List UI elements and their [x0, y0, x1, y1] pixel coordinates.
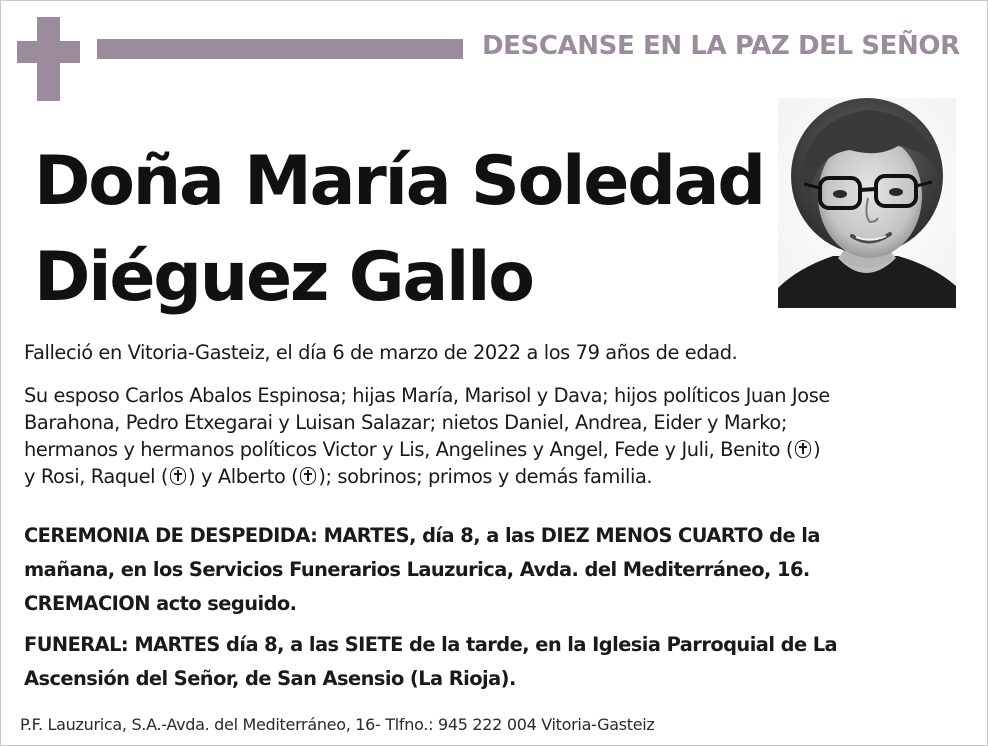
deceased-name-line2: Diéguez Gallo	[34, 238, 533, 317]
cross-horizontal-bar	[17, 41, 80, 63]
family-line	[24, 436, 964, 463]
funeral-line: Ascensión del Señor, de San Asensio (La Rioja).	[24, 667, 516, 690]
family-line: Su esposo Carlos Abalos Espinosa; hijas María, Marisol y Dava; hijos políticos Juan Jose	[24, 384, 830, 407]
header-title: DESCANSE EN LA PAZ DEL SEÑOR	[482, 31, 960, 61]
header-rule	[97, 39, 463, 59]
circled-cross-icon	[170, 467, 186, 485]
circled-cross-icon	[795, 440, 811, 458]
family-line-text: ) y Alberto (	[188, 465, 299, 488]
funeral-line: FUNERAL: MARTES día 8, a las SIETE de la tarde, en la Iglesia Parroquial de La	[24, 633, 838, 656]
family-line-text: hermanos y hermanos políticos Victor y Lis, Angelines y Angel, Fede y Juli, Benito (	[24, 438, 794, 461]
ceremony-details	[24, 519, 964, 621]
family-line: Barahona, Pedro Etxegarai y Luisan Salazar; nietos Daniel, Andrea, Eider y Marko;	[24, 411, 787, 434]
death-announcement: Falleció en Vitoria-Gasteiz, el día 6 de marzo de 2022 a los 79 años de edad.	[24, 341, 738, 364]
deceased-name	[34, 134, 764, 326]
ceremony-line: mañana, en los Servicios Funerarios Lauzurica, Avda. del Mediterráneo, 16.	[24, 558, 810, 581]
family-paragraph	[24, 382, 964, 490]
funeral-details	[24, 628, 964, 696]
funeral-home-footer: P.F. Lauzurica, S.A.-Avda. del Mediterráneo, 16- Tlfno.: 945 222 004 Vitoria-Gasteiz	[20, 715, 655, 734]
deceased-name-line1: Doña María Soledad	[34, 142, 764, 221]
portrait-photo	[778, 98, 956, 308]
family-line	[24, 463, 964, 490]
family-line-text: )	[813, 438, 821, 461]
portrait-image	[778, 98, 956, 308]
ceremony-line: CREMACION acto seguido.	[24, 592, 297, 615]
ceremony-line: CEREMONIA DE DESPEDIDA: MARTES, día 8, a las DIEZ MENOS CUARTO de la	[24, 524, 820, 547]
family-line-text: y Rosi, Raquel (	[24, 465, 169, 488]
circled-cross-icon	[300, 467, 316, 485]
family-line-text: ); sobrinos; primos y demás familia.	[318, 465, 653, 488]
